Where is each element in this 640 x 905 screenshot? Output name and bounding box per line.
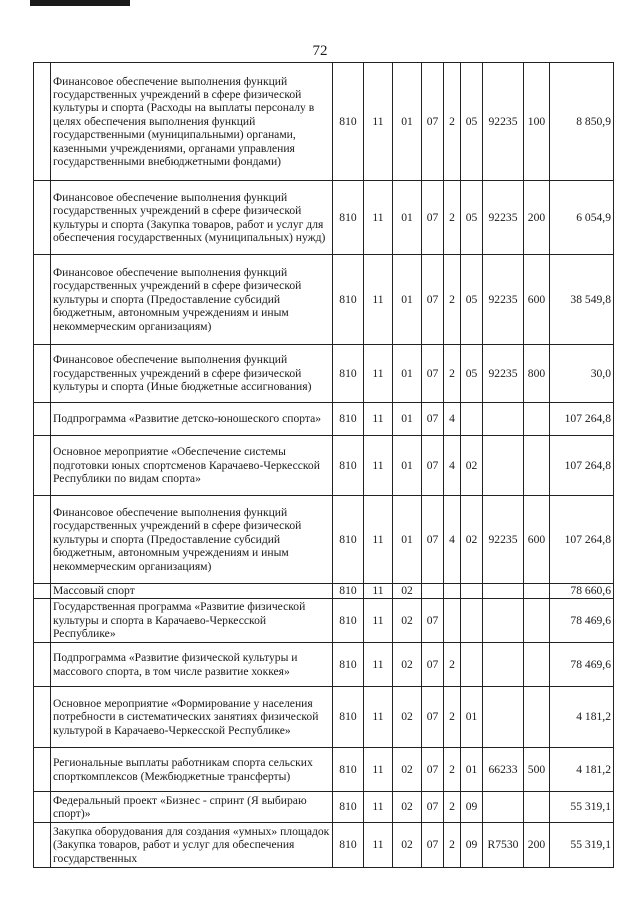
row-name: Федеральный проект «Бизнес - спринт (Я выбираю спорт)» <box>51 792 333 823</box>
subprogram-code: 2 <box>444 792 461 823</box>
row-name: Государственная программа «Развитие физической культуры и спорта в Карачаево-Черкесской Республике» <box>51 599 333 643</box>
table-row <box>34 345 614 403</box>
row-number-cell <box>34 687 51 748</box>
subprogram-code: 2 <box>444 255 461 345</box>
expense-type-code: 100 <box>524 63 550 181</box>
subprogram-code: 4 <box>444 403 461 436</box>
activity-code: 02 <box>461 436 483 496</box>
activity-code <box>461 599 483 643</box>
subprogram-code: 2 <box>444 63 461 181</box>
section-code: 11 <box>364 403 393 436</box>
amount: 4 181,2 <box>550 687 614 748</box>
activity-code: 01 <box>461 748 483 792</box>
scan-top-mark <box>30 0 130 6</box>
page-number: 72 <box>312 43 328 59</box>
table-row <box>34 599 614 643</box>
subprogram-code <box>444 584 461 599</box>
ved-code: 810 <box>333 748 364 792</box>
ved-code: 810 <box>333 255 364 345</box>
amount: 55 319,1 <box>550 823 614 868</box>
direction-code <box>483 403 524 436</box>
activity-code: 05 <box>461 255 483 345</box>
row-name: Финансовое обеспечение выполнения функций государственных учреждений в сфере физической культуры и спорта (Иные бюджетные ассигнования) <box>51 345 333 403</box>
row-name: Основное мероприятие «Формирование у населения потребности в систематических занятиях физической культурой в Карачаево-Черкесской Республике» <box>51 687 333 748</box>
expense-type-code <box>524 403 550 436</box>
program-code: 07 <box>422 496 444 584</box>
row-number-cell <box>34 792 51 823</box>
direction-code <box>483 584 524 599</box>
direction-code <box>483 687 524 748</box>
row-number-cell <box>34 643 51 687</box>
program-code: 07 <box>422 403 444 436</box>
direction-code: R7530 <box>483 823 524 868</box>
subsection-code: 01 <box>393 255 422 345</box>
amount: 8 850,9 <box>550 63 614 181</box>
row-name: Региональные выплаты работникам спорта сельских спорткомплексов (Межбюджетные трансферты) <box>51 748 333 792</box>
subsection-code: 02 <box>393 792 422 823</box>
ved-code: 810 <box>333 63 364 181</box>
row-number-cell <box>34 496 51 584</box>
activity-code: 02 <box>461 496 483 584</box>
program-code: 07 <box>422 823 444 868</box>
section-code: 11 <box>364 255 393 345</box>
table-row <box>34 748 614 792</box>
row-number-cell <box>34 255 51 345</box>
expense-type-code: 600 <box>524 496 550 584</box>
subsection-code: 01 <box>393 63 422 181</box>
subprogram-code: 2 <box>444 823 461 868</box>
expense-type-code <box>524 687 550 748</box>
program-code: 07 <box>422 181 444 255</box>
amount: 55 319,1 <box>550 792 614 823</box>
section-code: 11 <box>364 63 393 181</box>
table-row <box>34 584 614 599</box>
direction-code: 66233 <box>483 748 524 792</box>
subsection-code: 02 <box>393 599 422 643</box>
expense-type-code <box>524 436 550 496</box>
expense-type-code: 500 <box>524 748 550 792</box>
subprogram-code: 2 <box>444 748 461 792</box>
activity-code <box>461 403 483 436</box>
activity-code: 09 <box>461 792 483 823</box>
expense-type-code <box>524 643 550 687</box>
ved-code: 810 <box>333 436 364 496</box>
program-code: 07 <box>422 792 444 823</box>
row-name: Подпрограмма «Развитие физической культуры и массового спорта, в том числе развитие хоккея» <box>51 643 333 687</box>
program-code: 07 <box>422 748 444 792</box>
subsection-code: 01 <box>393 181 422 255</box>
subprogram-code: 4 <box>444 496 461 584</box>
activity-code: 05 <box>461 63 483 181</box>
row-name: Основное мероприятие «Обеспечение системы подготовки юных спортсменов Карачаево-Черкесской Республики по видам спорта» <box>51 436 333 496</box>
section-code: 11 <box>364 823 393 868</box>
section-code: 11 <box>364 345 393 403</box>
program-code: 07 <box>422 643 444 687</box>
program-code: 07 <box>422 436 444 496</box>
expense-type-code <box>524 599 550 643</box>
direction-code: 92235 <box>483 181 524 255</box>
program-code: 07 <box>422 63 444 181</box>
table-row <box>34 643 614 687</box>
subprogram-code: 2 <box>444 687 461 748</box>
table-row <box>34 496 614 584</box>
expense-type-code <box>524 584 550 599</box>
table-row <box>34 255 614 345</box>
table-row <box>34 181 614 255</box>
direction-code: 92235 <box>483 63 524 181</box>
table-row <box>34 687 614 748</box>
section-code: 11 <box>364 496 393 584</box>
row-name: Финансовое обеспечение выполнения функций государственных учреждений в сфере физической культуры и спорта (Расходы на выплаты персоналу в целях обеспечения выполнения функций государственными (муниципальными) органами, казенными учреждениями, органами управления государственными внебюджетными фондами) <box>51 63 333 181</box>
ved-code: 810 <box>333 599 364 643</box>
subsection-code: 02 <box>393 748 422 792</box>
row-number-cell <box>34 403 51 436</box>
row-number-cell <box>34 599 51 643</box>
expense-type-code: 200 <box>524 823 550 868</box>
section-code: 11 <box>364 436 393 496</box>
ved-code: 810 <box>333 584 364 599</box>
subprogram-code <box>444 599 461 643</box>
subsection-code: 02 <box>393 584 422 599</box>
amount: 38 549,8 <box>550 255 614 345</box>
ved-code: 810 <box>333 496 364 584</box>
activity-code: 01 <box>461 687 483 748</box>
section-code: 11 <box>364 181 393 255</box>
direction-code: 92235 <box>483 345 524 403</box>
subsection-code: 01 <box>393 345 422 403</box>
table-row <box>34 792 614 823</box>
section-code: 11 <box>364 584 393 599</box>
activity-code <box>461 643 483 687</box>
direction-code: 92235 <box>483 496 524 584</box>
ved-code: 810 <box>333 823 364 868</box>
ved-code: 810 <box>333 181 364 255</box>
row-name: Закупка оборудования для создания «умных» площадок (Закупка товаров, работ и услуг для обеспечения государственных <box>51 823 333 868</box>
subsection-code: 01 <box>393 403 422 436</box>
subprogram-code: 2 <box>444 345 461 403</box>
expense-type-code: 200 <box>524 181 550 255</box>
row-name: Подпрограмма «Развитие детско-юношеского спорта» <box>51 403 333 436</box>
expense-type-code: 800 <box>524 345 550 403</box>
budget-table <box>33 62 614 868</box>
section-code: 11 <box>364 792 393 823</box>
row-number-cell <box>34 748 51 792</box>
activity-code <box>461 584 483 599</box>
row-number-cell <box>34 345 51 403</box>
amount: 107 264,8 <box>550 403 614 436</box>
amount: 107 264,8 <box>550 436 614 496</box>
row-name: Финансовое обеспечение выполнения функций государственных учреждений в сфере физической культуры и спорта (Предоставление субсидий бюджетным, автономным учреждениям и иным некоммерческим организациям) <box>51 255 333 345</box>
activity-code: 05 <box>461 181 483 255</box>
ved-code: 810 <box>333 687 364 748</box>
direction-code <box>483 599 524 643</box>
section-code: 11 <box>364 599 393 643</box>
section-code: 11 <box>364 748 393 792</box>
amount: 6 054,9 <box>550 181 614 255</box>
row-name: Массовый спорт <box>51 584 333 599</box>
subsection-code: 02 <box>393 687 422 748</box>
table-row <box>34 63 614 181</box>
ved-code: 810 <box>333 345 364 403</box>
program-code: 07 <box>422 345 444 403</box>
subsection-code: 02 <box>393 823 422 868</box>
ved-code: 810 <box>333 792 364 823</box>
subsection-code: 01 <box>393 496 422 584</box>
row-name: Финансовое обеспечение выполнения функций государственных учреждений в сфере физической культуры и спорта (Закупка товаров, работ и услуг для обеспечения государственных (муниципальных) нужд) <box>51 181 333 255</box>
section-code: 11 <box>364 643 393 687</box>
table-row <box>34 436 614 496</box>
ved-code: 810 <box>333 403 364 436</box>
subprogram-code: 2 <box>444 181 461 255</box>
table-row <box>34 403 614 436</box>
activity-code: 09 <box>461 823 483 868</box>
subprogram-code: 2 <box>444 643 461 687</box>
amount: 30,0 <box>550 345 614 403</box>
program-code: 07 <box>422 255 444 345</box>
table-row <box>34 823 614 868</box>
expense-type-code: 600 <box>524 255 550 345</box>
subsection-code: 01 <box>393 436 422 496</box>
subsection-code: 02 <box>393 643 422 687</box>
subprogram-code: 4 <box>444 436 461 496</box>
ved-code: 810 <box>333 643 364 687</box>
amount: 78 469,6 <box>550 599 614 643</box>
direction-code <box>483 436 524 496</box>
direction-code: 92235 <box>483 255 524 345</box>
direction-code <box>483 792 524 823</box>
amount: 107 264,8 <box>550 496 614 584</box>
amount: 78 469,6 <box>550 643 614 687</box>
row-number-cell <box>34 63 51 181</box>
expense-type-code <box>524 792 550 823</box>
program-code <box>422 584 444 599</box>
activity-code: 05 <box>461 345 483 403</box>
amount: 4 181,2 <box>550 748 614 792</box>
row-number-cell <box>34 181 51 255</box>
row-number-cell <box>34 584 51 599</box>
direction-code <box>483 643 524 687</box>
row-name: Финансовое обеспечение выполнения функций государственных учреждений в сфере физической культуры и спорта (Предоставление субсидий бюджетным, автономным учреждениям и иным некоммерческим организациям) <box>51 496 333 584</box>
row-number-cell <box>34 436 51 496</box>
program-code: 07 <box>422 687 444 748</box>
program-code: 07 <box>422 599 444 643</box>
row-number-cell <box>34 823 51 868</box>
section-code: 11 <box>364 687 393 748</box>
amount: 78 660,6 <box>550 584 614 599</box>
